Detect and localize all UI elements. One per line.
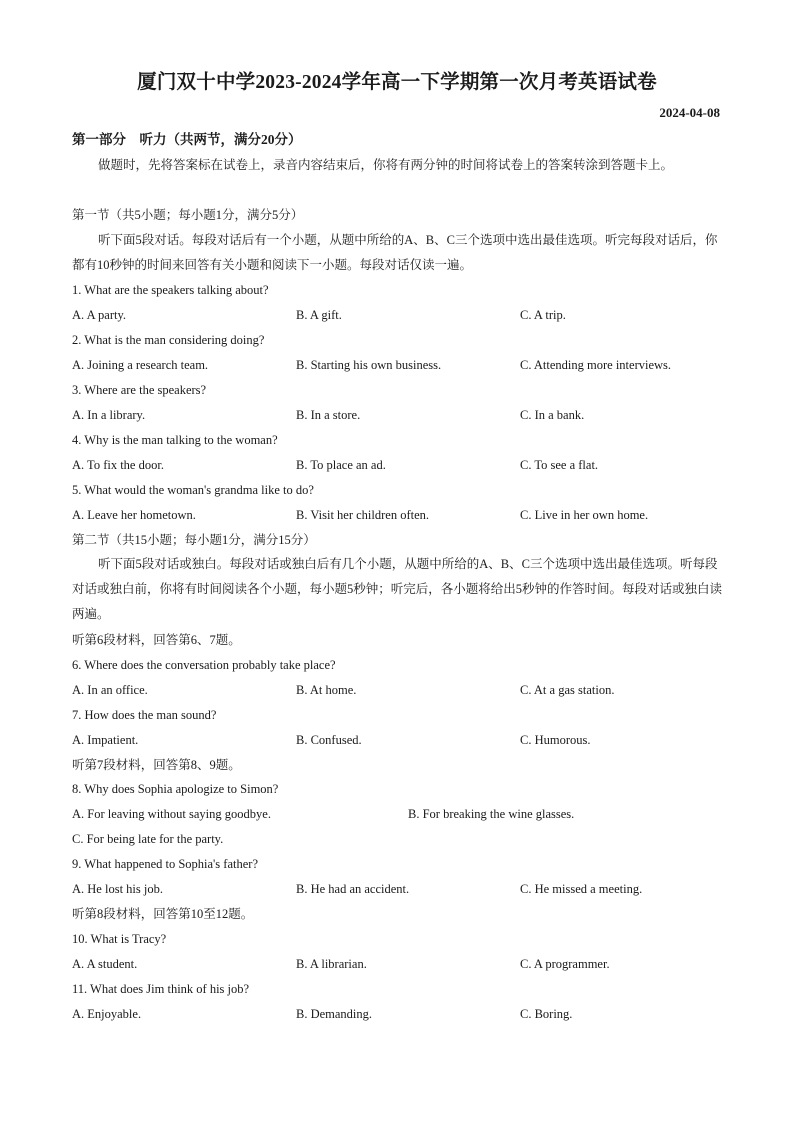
q11-option-b: B. Demanding. xyxy=(296,1007,373,1021)
q9-option-c: C. He missed a meeting. xyxy=(520,882,643,896)
q10-option-a: A. A student. xyxy=(72,957,138,971)
q3-option-c: C. In a bank. xyxy=(520,408,585,422)
material-7-heading: 听第7段材料，回答第8、9题。 xyxy=(72,758,241,772)
q7-option-b: B. Confused. xyxy=(296,733,362,747)
q1-option-b: B. A gift. xyxy=(296,308,342,322)
q9-option-b: B. He had an accident. xyxy=(296,882,410,896)
q10-option-b: B. A librarian. xyxy=(296,957,367,971)
section2-heading: 第二节（共15小题；每小题1分，满分15分） xyxy=(72,533,316,547)
exam-title: 厦门双十中学2023-2024学年高一下学期第一次月考英语试卷 xyxy=(137,72,657,93)
q5-option-b: B. Visit her children often. xyxy=(296,508,430,522)
section1-instructions: 听下面5段对话。每段对话后有一个小题，从题中所给的A、B、C三个选项中选出最佳选项。听完每段对话后，你都有10秒钟的时间来回答有关小题和阅读下一小题。每段对话仅读一遍。 xyxy=(72,233,718,272)
question-2: 2. What is the man considering doing? xyxy=(72,333,265,347)
q7-option-a: A. Impatient. xyxy=(72,733,139,747)
question-8: 8. Why does Sophia apologize to Simon? xyxy=(72,782,279,796)
material-6-heading: 听第6段材料，回答第6、7题。 xyxy=(72,633,241,647)
material-8-heading: 听第8段材料，回答第10至12题。 xyxy=(72,907,254,921)
q8-option-a: A. For leaving without saying goodbye. xyxy=(72,807,271,821)
section1-heading: 第一节（共5小题；每小题1分，满分5分） xyxy=(72,208,304,222)
q3-option-b: B. In a store. xyxy=(296,408,361,422)
question-9: 9. What happened to Sophia's father? xyxy=(72,857,258,871)
q6-option-b: B. At home. xyxy=(296,683,357,697)
q1-option-a: A. A party. xyxy=(72,308,127,322)
question-5: 5. What would the woman's grandma like to do? xyxy=(72,483,314,497)
q7-option-c: C. Humorous. xyxy=(520,733,591,747)
q10-option-c: C. A programmer. xyxy=(520,957,610,971)
q9-option-a: A. He lost his job. xyxy=(72,882,163,896)
q4-option-c: C. To see a flat. xyxy=(520,458,599,472)
q2-option-c: C. Attending more interviews. xyxy=(520,358,672,372)
q5-option-c: C. Live in her own home. xyxy=(520,508,649,522)
q6-option-a: A. In an office. xyxy=(72,683,148,697)
q4-option-b: B. To place an ad. xyxy=(296,458,386,472)
q8-option-b: B. For breaking the wine glasses. xyxy=(408,807,575,821)
exam-date: 2024-04-08 xyxy=(659,105,720,120)
q2-option-b: B. Starting his own business. xyxy=(296,358,442,372)
question-6: 6. Where does the conversation probably take place? xyxy=(72,658,336,672)
section2-instructions: 听下面5段对话或独白。每段对话或独白后有几个小题，从题中所给的A、B、C三个选项中选出最佳选项。听每段对话或独白前，你将有时间阅读各个小题，每小题5秒钟；听完后，各小题将给出5秒钟的作答时间。每段对话或独白读两遍。 xyxy=(72,557,723,621)
question-3: 3. Where are the speakers? xyxy=(72,383,207,397)
q8-option-c: C. For being late for the party. xyxy=(72,832,224,846)
part1-heading: 第一部分 听力（共两节，满分20分） xyxy=(72,132,302,147)
question-1: 1. What are the speakers talking about? xyxy=(72,283,269,297)
question-11: 11. What does Jim think of his job? xyxy=(72,982,250,996)
q5-option-a: A. Leave her hometown. xyxy=(72,508,196,522)
question-10: 10. What is Tracy? xyxy=(72,932,167,946)
q11-option-c: C. Boring. xyxy=(520,1007,573,1021)
q6-option-c: C. At a gas station. xyxy=(520,683,615,697)
q11-option-a: A. Enjoyable. xyxy=(72,1007,142,1021)
question-4: 4. Why is the man talking to the woman? xyxy=(72,433,278,447)
question-7: 7. How does the man sound? xyxy=(72,708,217,722)
q3-option-a: A. In a library. xyxy=(72,408,146,422)
q2-option-a: A. Joining a research team. xyxy=(72,358,209,372)
q1-option-c: C. A trip. xyxy=(520,308,566,322)
part1-instructions: 做题时，先将答案标在试卷上，录音内容结束后，你将有两分钟的时间将试卷上的答案转涂到答题卡上。 xyxy=(98,158,674,172)
q4-option-a: A. To fix the door. xyxy=(72,458,164,472)
